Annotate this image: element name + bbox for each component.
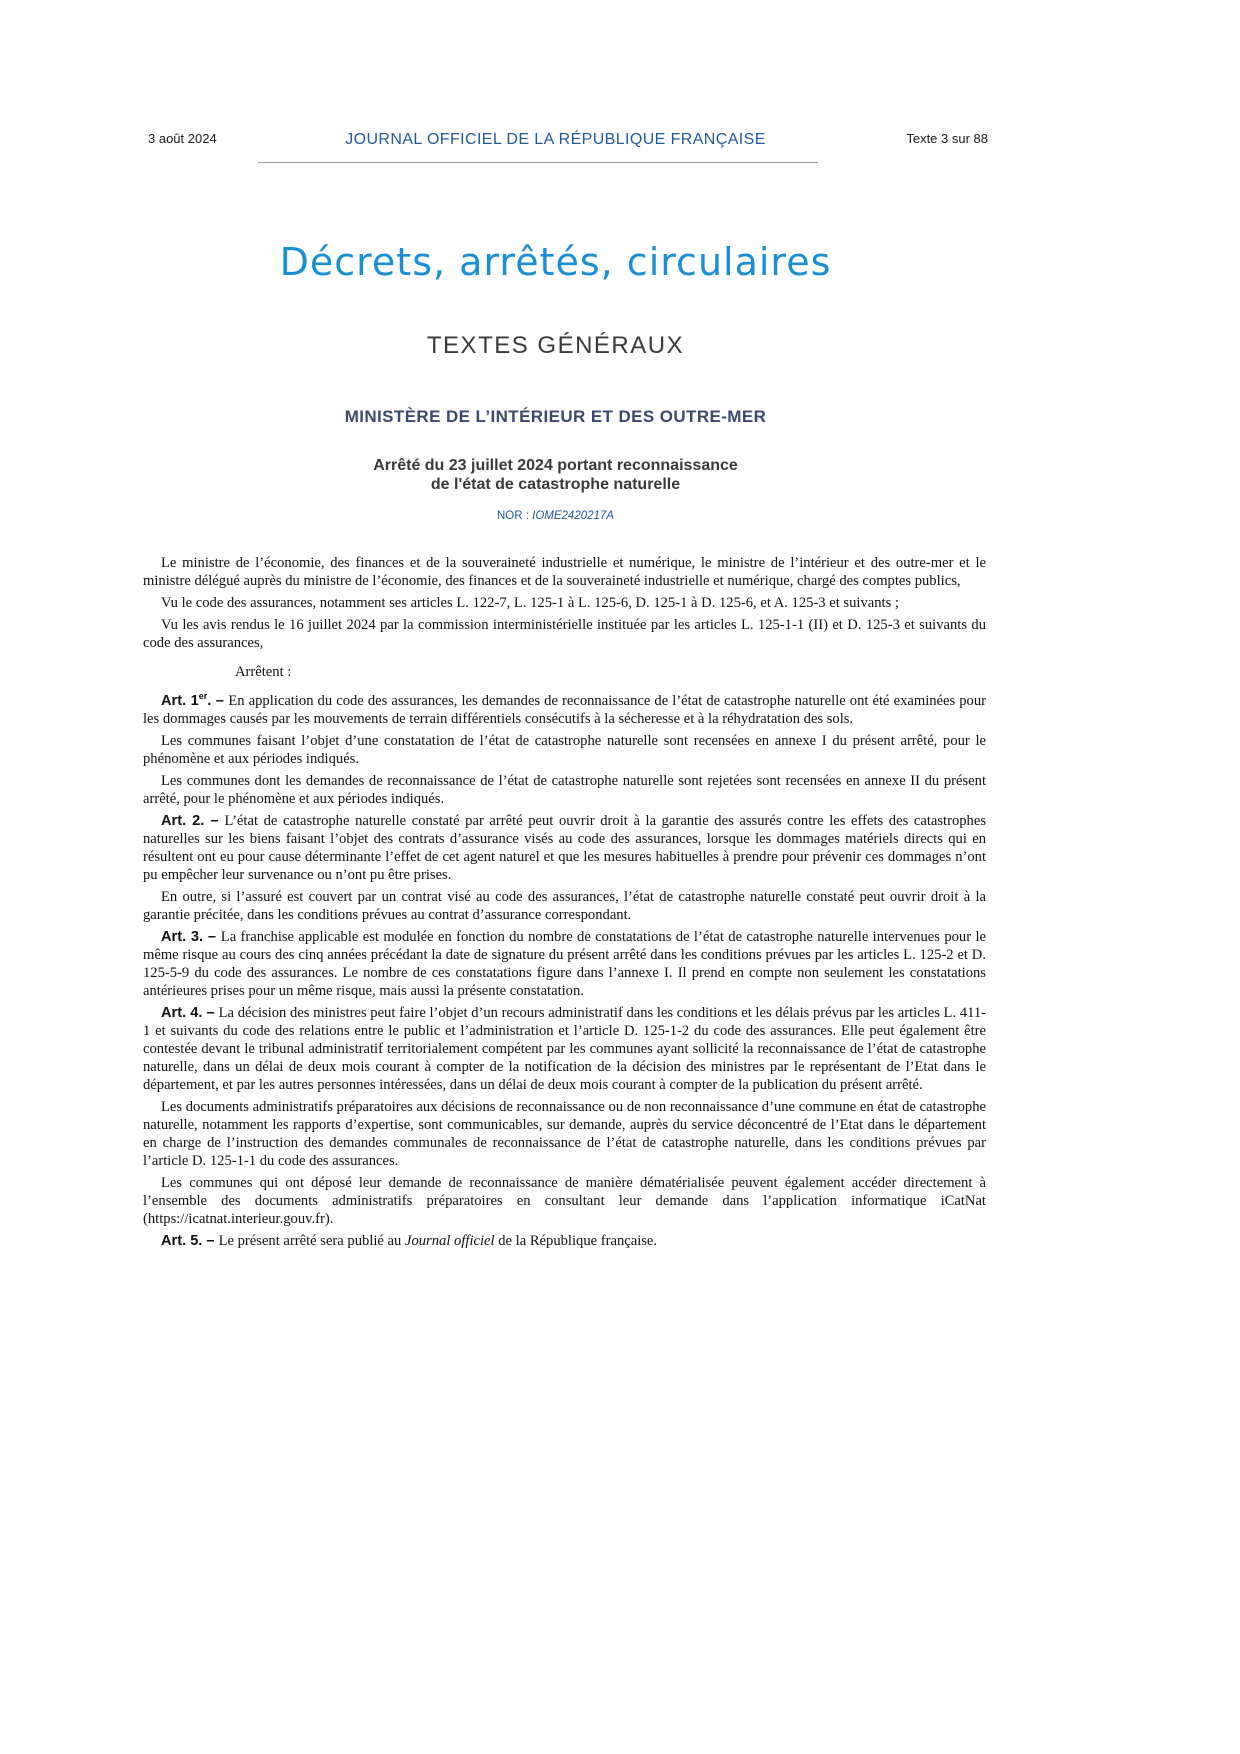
article-2-text: L’état de catastrophe naturelle constaté par arrêté peut ouvrir droit à la garantie des assurés contre les effets des catastrophes naturelles sur les biens faisant l’objet des contrats d’assurance visés au code des assurances, lorsque les dommages matériels directs qui en résultent ont eu pour cause déterminante l’effet de cet agent naturel et que les mesures habituelles à prendre pour prévenir ces dommages n’ont pu empêcher leur survenance ou n’ont pu être prises. [143, 813, 987, 883]
article-1-paragraph [143, 692, 986, 728]
header-divider [258, 162, 818, 163]
journal-officiel-reference: Journal officiel [404, 1233, 495, 1249]
arrete-title-line-2: de l'état de catastrophe naturelle [430, 476, 681, 493]
page-reference: Texte 3 sur 88 [906, 131, 988, 146]
article-paragraph: Les communes faisant l’objet d’une constatation de l’état de catastrophe naturelle sont recensées en annexe I du présent arrêté, pour le phénomène et aux périodes indiqués. [143, 733, 986, 767]
subsection-title: TEXTES GÉNÉRAUX [426, 332, 685, 359]
article-4-label: Art. 4. – [161, 1005, 219, 1021]
article-1-text: En application du code des assurances, les demandes de reconnaissance de l’état de catastrophe naturelle ont été examinées pour les dommages causés par les mouvements de terrain différentiels consécutifs à la sécheresse et à la réhydratation des sols. [143, 693, 986, 727]
ministry-name: MINISTÈRE DE L’INTÉRIEUR ET DES OUTRE-MER [344, 407, 767, 426]
preamble-paragraph: Le ministre de l’économie, des finances et de la souveraineté industrielle et numérique, le ministre de l’intérieur et des outre-mer et le ministre délégué auprès du ministre de l’économie, des finances et de la souveraineté industrielle et numérique, chargé des comptes publics, [143, 555, 986, 589]
article-paragraph: Les communes dont les demandes de reconnaissance de l’état de catastrophe naturelle sont rejetées sont recensées en annexe II du présent arrêté, pour le phénomène et aux périodes indiqués. [143, 773, 986, 807]
arrete-title [0, 456, 1111, 494]
arrete-title-line-1: Arrêté du 23 juillet 2024 portant reconnaissance [373, 457, 738, 474]
page-header [0, 131, 1111, 153]
journal-name: JOURNAL OFFICIEL DE LA RÉPUBLIQUE FRANÇAISE [345, 131, 766, 148]
article-paragraph: En outre, si l’assuré est couvert par un contrat visé au code des assurances, l’état de catastrophe naturelle constaté peut ouvrir droit à la garantie précitée, dans les conditions prévues au contrat d’assurance correspondant. [143, 889, 986, 923]
nor-reference [0, 510, 1111, 522]
article-4-paragraph [143, 1004, 986, 1094]
article-2-paragraph [143, 812, 986, 884]
article-4-text: La décision des ministres peut faire l’objet d’un recours administratif dans les conditions et les délais prévus par les articles L. 411-1 et suivants du code des relations entre le public et l’administration et l’article D. 125-1-2 du code des assurances. Elle peut également être contestée devant le tribunal administratif territorialement compétent par les communes ayant sollicité la reconnaissance de l’état de catastrophe naturelle, dans un délai de deux mois courant à compter de la notification de la décision des ministres par le représentant de l’Etat dans le département, et par les autres personnes intéressées, dans un délai de deux mois courant à compter de la publication du présent arrêté. [143, 1005, 986, 1093]
article-2-label: Art. 2. – [161, 813, 225, 829]
preamble-paragraph: Vu les avis rendus le 16 juillet 2024 par la commission interministérielle instituée par les articles L. 125-1-1 (II) et D. 125-3 et suivants du code des assurances, [143, 617, 986, 651]
article-3-text: La franchise applicable est modulée en fonction du nombre de constatations de l’état de catastrophe naturelle intervenues pour le même risque au cours des cinq années précédant la date de signature du présent arrêté dans les conditions prévues par les articles L. 125-2 et D. 125-5-9 du code des assurances. Le nombre de ces constatations figure dans l’annexe I. Il prend en compte non seulement les constatations antérieures prises pour un même risque, mais aussi la présente constatation. [143, 929, 986, 999]
article-paragraph: Les documents administratifs préparatoires aux décisions de reconnaissance ou de non reconnaissance d’une commune en état de catastrophe naturelle, notamment les rapports d’expertise, sont communicables, sur demande, auprès du service déconcentré de l’Etat dans le département en charge de l’instruction des demandes communales de reconnaissance de l’état de catastrophe naturelle, dans les conditions prévues par l’article D. 125-1-1 du code des assurances. [143, 1099, 986, 1169]
article-paragraph: Les communes qui ont déposé leur demande de reconnaissance de manière dématérialisée peuvent également accéder directement à l’ensemble des documents administratifs préparatoires en consultant leur demande dans l’application informatique iCatNat (https://icatnat.interieur.gouv.fr). [143, 1175, 986, 1227]
section-title: Décrets, arrêtés, circulaires [279, 240, 832, 284]
arrete-body [143, 554, 986, 1254]
article-3-label: Art. 3. – [161, 929, 221, 945]
publication-date: 3 août 2024 [148, 131, 217, 146]
nor-value: IOME2420217A [532, 510, 614, 522]
article-5-text-after: de la République française. [494, 1233, 658, 1249]
article-1-label: Art. 1er. – [161, 691, 229, 709]
article-5-paragraph [143, 1232, 986, 1250]
arretent-formula: Arrêtent : [235, 664, 292, 680]
article-3-paragraph [143, 928, 986, 1000]
article-5-label: Art. 5. – [161, 1233, 219, 1249]
nor-label: NOR : [497, 510, 533, 522]
article-5-text-before: Le présent arrêté sera publié au [218, 1233, 405, 1249]
preamble-paragraph: Vu le code des assurances, notamment ses articles L. 122-7, L. 125-1 à L. 125-6, D. 125-1 à D. 125-6, et A. 125-3 et suivants ; [161, 595, 899, 611]
